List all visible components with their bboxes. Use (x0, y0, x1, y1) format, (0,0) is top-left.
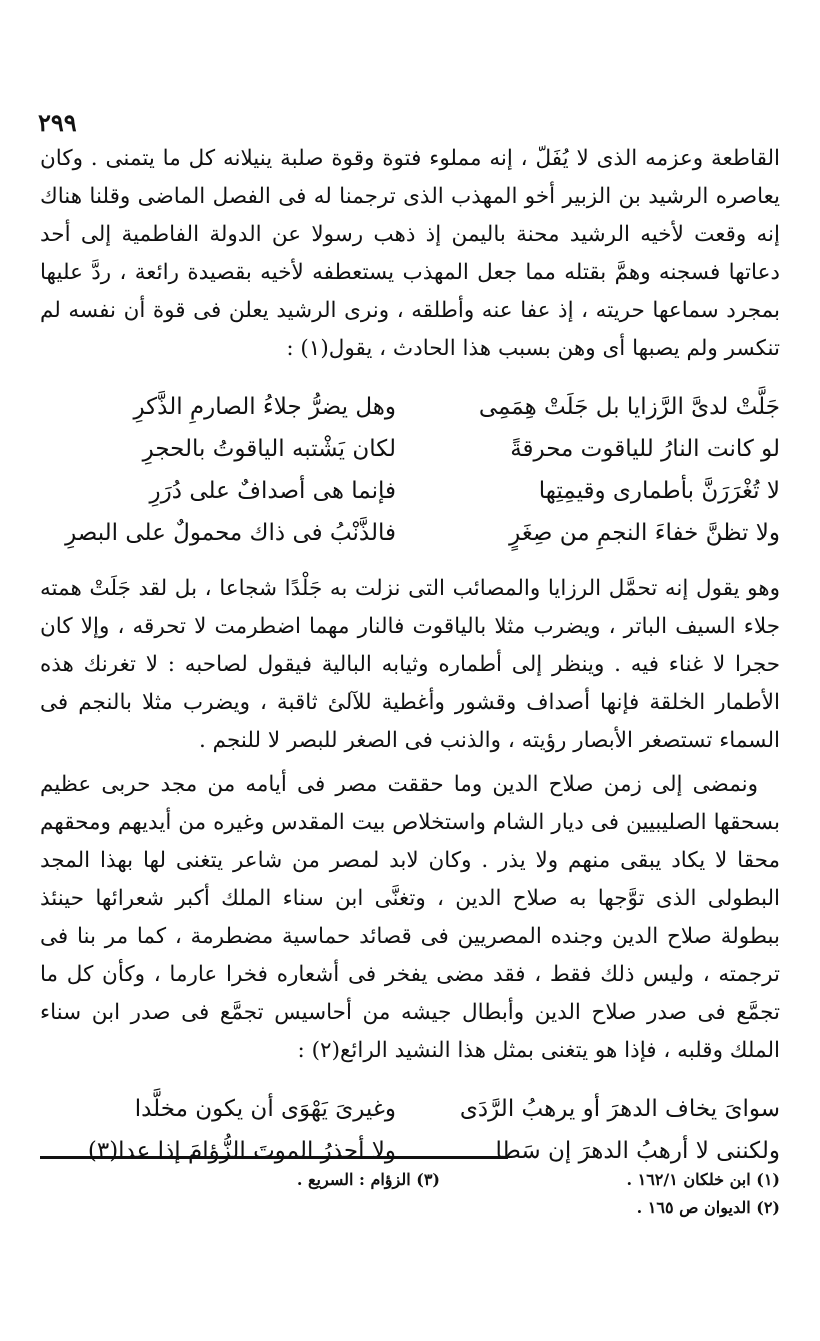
footnotes (40, 1166, 780, 1222)
poem-verse (40, 386, 780, 428)
poem-verse (40, 512, 780, 554)
footnote-2: (٢) الديوان ص ١٦٥ . (636, 1198, 780, 1217)
verse-second-hemistich: فإنما هى أصدافٌ على دُرَرِ (149, 478, 396, 504)
verse-second-hemistich: وهل يضرُّ جلاءُ الصارمِ الذَّكرِ (133, 394, 396, 420)
footnote-3: (٣) الزؤام : السريع . (296, 1170, 440, 1189)
poem-verse (40, 428, 780, 470)
footnote-divider (40, 1156, 508, 1159)
verse-first-hemistich: لا تُغْرَرَنَّ بأطمارى وقيمِتِها (538, 478, 780, 504)
verse-second-hemistich: فالذَّنْبُ فى ذاك محمولٌ على البصرِ (65, 520, 396, 546)
paragraph-2: وهو يقول إنه تحمَّل الرزايا والمصائب التى نزلت به جَلْدًا شجاعا ، بل لقد جَلَتْ همته جلاء السيف الباتر ، ويضرب مثلا بالياقوت فالنار مهما اضطرمت لا تحرقه ، وإلا كان حجرا لا غناء فيه . وينظر إلى أطماره وثيابه البالية فيقول لصاحبه : لا تغرنك هذه الأطمار الخلقة فإنها أصداف وقشور وأغطية للآلئ ثاقبة ، ويضرب مثلا بالنجم فى السماء تستصغر الأبصار رؤيته ، والذنب فى الصغر للبصر لا للنجم . (40, 576, 780, 753)
paragraph-3: ونمضى إلى زمن صلاح الدين وما حققت مصر فى أيامه من مجد حربى عظيم بسحقها الصليبيين فى ديار الشام واستخلاص بيت المقدس وغيره من أيديهم ومحقهم محقا لا يكاد يبقى منهم ولا يذر . وكان لابد لمصر من شاعر يتغنى لها بهذا المجد البطولى الذى توَّجها به صلاح الدين ، وتغنَّى ابن سناء الملك أكبر شعرائها حينئذ ببطولة صلاح الدين وجنده المصريين فى قصائد حماسية مضطرمة ، كما مر بنا فى ترجمته ، وليس ذلك فقط ، فقد مضى يفخر فى أشعاره فخرا عارما ، وكأن كل ما تجمَّع فى صدر صلاح الدين وأبطال جيشه من أحاسيس تجمَّع فى صدر ابن سناء الملك وقلبه ، فإذا هو يتغنى بمثل هذا النشيد الرائع(٢) : (40, 772, 780, 1063)
verse-second-hemistich: وغيرىَ يَهْوَى أن يكون مخلَّدا (134, 1096, 396, 1122)
verse-first-hemistich: ولكننى لا أرهبُ الدهرَ إن سَطا (495, 1138, 780, 1164)
verse-second-hemistich: لكان يَشْتبه الياقوتُ بالحجرِ (142, 436, 396, 462)
poem-verse (40, 1088, 780, 1130)
poem-verse (40, 470, 780, 512)
paragraph-1: القاطعة وعزمه الذى لا يُفَلّ ، إنه مملوء فتوة وقوة صلبة ينيلانه كل ما يتمنى . وكان يعاصره الرشيد بن الزبير أخو المهذب الذى ترجمنا له فى الفصل الماضى وقلنا هناك إنه وقعت لأخيه الرشيد محنة باليمن إذ ذهب رسولا عن الدولة الفاطمية إلى أحد دعاتها فسجنه وهمَّ بقتله مما جعل المهذب يستعطفه لأخيه بقصيدة رائعة ، ردَّ عليها بمجرد سماعها حريته ، إذ عفا عنه وأطلقه ، ونرى الرشيد يعلن فى قوة أن نفسه لم تنكسر ولم يصبها أى وهن بسبب هذا الحادث ، يقول(١) : (40, 146, 780, 361)
main-text (40, 140, 780, 1188)
verse-first-hemistich: ولا تظنَّ خفاءَ النجمِ من صِغَرٍ (509, 520, 780, 546)
verse-first-hemistich: جَلَّتْ لدىَّ الرَّزايا بل جَلَتْ هِمَمِى (478, 394, 780, 420)
poem-ibn-sana-al-mulk (40, 1088, 780, 1172)
verse-first-hemistich: لو كانت النارُ للياقوت محرقةً (510, 436, 780, 462)
verse-second-hemistich: ولا أحذرُ الموتَ الزُّؤامَ إذا عدا(٣) (87, 1138, 396, 1164)
footnote-1: (١) ابن خلكان ١٦٢/١ . (626, 1170, 780, 1189)
page-number: ٢٩٩ (38, 108, 77, 137)
poem-rashid (40, 386, 780, 554)
verse-first-hemistich: سواىَ يخاف الدهرَ أو يرهبُ الرَّدَى (459, 1096, 780, 1122)
